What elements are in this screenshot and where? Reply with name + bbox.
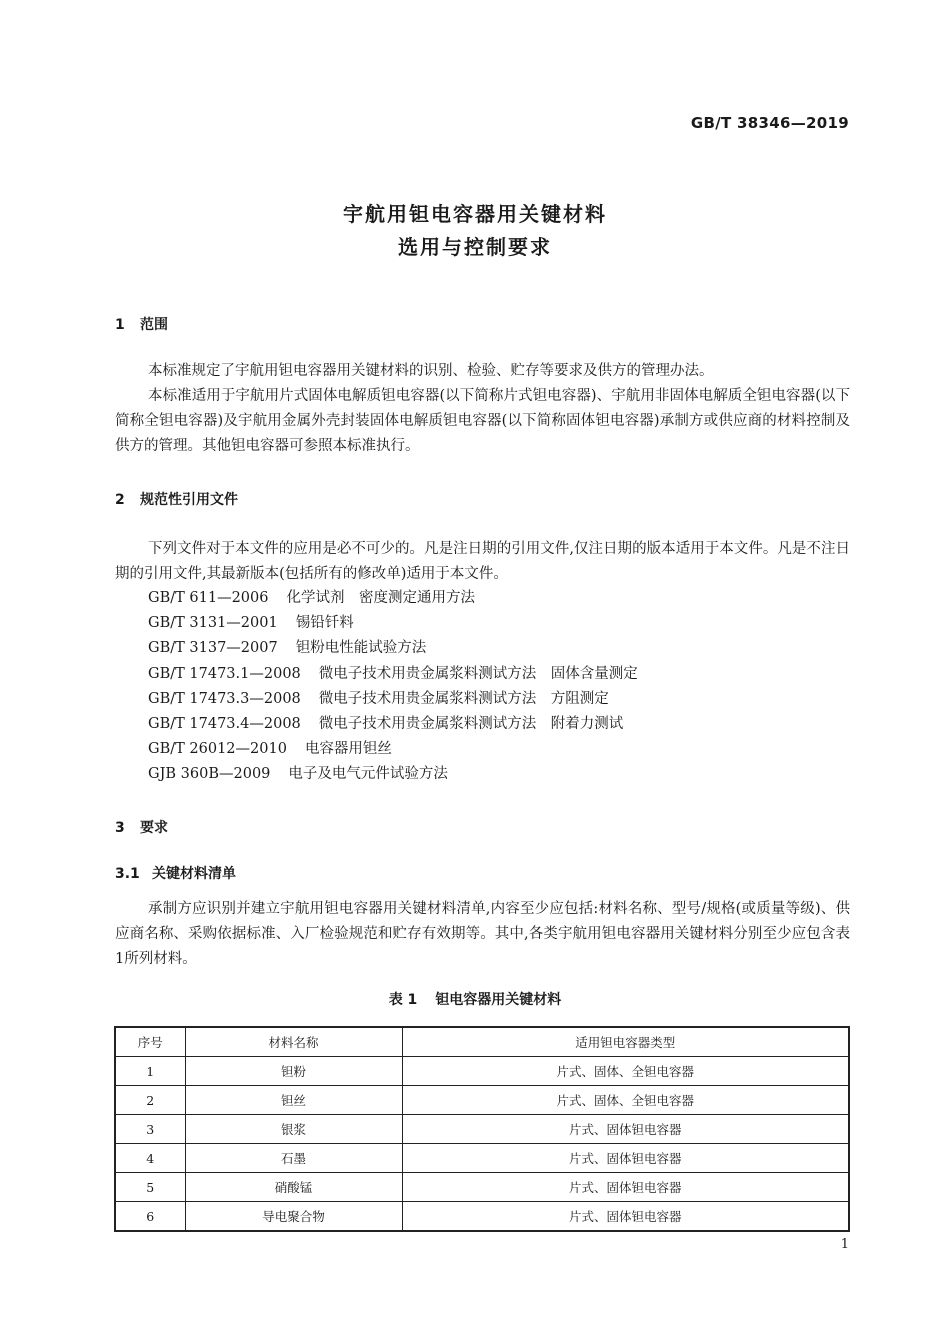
table-row (115, 1144, 849, 1173)
reference-item (148, 762, 638, 787)
reference-code: GB/T 3137—2007 (148, 640, 278, 657)
table-label: 表 1 (388, 992, 418, 1008)
reference-title: 微电子技术用贵金属浆料测试方法 固体含量测定 (318, 665, 638, 682)
table-cell: 2 (115, 1086, 185, 1115)
table-cell: 5 (115, 1173, 185, 1202)
table-cell: 石墨 (185, 1144, 402, 1173)
reference-title: 电子及电气元件试验方法 (288, 766, 448, 783)
table-cell: 片式、固体钽电容器 (402, 1144, 849, 1173)
table-cell: 片式、固体钽电容器 (402, 1115, 849, 1144)
reference-item (148, 636, 638, 661)
reference-title: 电容器用钽丝 (304, 741, 392, 758)
table-cell: 银浆 (185, 1115, 402, 1144)
column-header: 序号 (115, 1027, 185, 1057)
reference-item (148, 687, 638, 712)
table-cell: 3 (115, 1115, 185, 1144)
document-title-line1: 宇航用钽电容器用关键材料 (343, 202, 607, 226)
reference-title: 微电子技术用贵金属浆料测试方法 方阻测定 (318, 690, 609, 707)
table-cell: 钽丝 (185, 1086, 402, 1115)
table-row (115, 1115, 849, 1144)
table-title: 钽电容器用关键材料 (435, 992, 562, 1008)
table-cell: 导电聚合物 (185, 1202, 402, 1232)
section-3-1-body (115, 897, 850, 972)
section-1-body (115, 359, 850, 459)
reference-code: GB/T 17473.1—2008 (148, 665, 301, 682)
table-cell: 6 (115, 1202, 185, 1232)
table-cell: 片式、固体、全钽电容器 (402, 1086, 849, 1115)
standard-code: GB/T 38346—2019 (690, 114, 849, 132)
table-row (115, 1202, 849, 1232)
paragraph: 承制方应识别并建立宇航用钽电容器用关键材料清单,内容至少应包括:材料名称、型号/规格(或质量等级)、供应商名称、采购依据标准、入厂检验规范和贮存有效期等。其中,各类宇航用钽电容器用关键材料分别至少应包含表1所列材料。 (115, 901, 850, 967)
reference-list (148, 586, 638, 788)
reference-item (148, 662, 638, 687)
table-cell: 片式、固体钽电容器 (402, 1202, 849, 1232)
reference-code: GB/T 3131—2001 (148, 615, 278, 632)
section-number: 1 (115, 317, 125, 333)
table-cell: 片式、固体、全钽电容器 (402, 1057, 849, 1086)
reference-item (148, 586, 638, 611)
reference-title: 钽粉电性能试验方法 (295, 640, 427, 657)
section-title: 关键材料清单 (152, 866, 236, 882)
section-3-1-heading (115, 863, 236, 883)
reference-code: GB/T 26012—2010 (148, 741, 287, 758)
table-cell: 硝酸锰 (185, 1173, 402, 1202)
section-title: 要求 (140, 820, 168, 836)
section-number: 2 (115, 492, 125, 508)
table-caption (0, 989, 950, 1009)
page-number: 1 (840, 1237, 849, 1252)
reference-item (148, 611, 638, 636)
reference-code: GB/T 17473.4—2008 (148, 716, 301, 733)
document-title-line2: 选用与控制要求 (398, 235, 552, 259)
section-title: 范围 (140, 317, 168, 333)
section-2-intro (115, 537, 850, 587)
materials-table (114, 1026, 850, 1232)
paragraph: 本标准规定了宇航用钽电容器用关键材料的识别、检验、贮存等要求及供方的管理办法。 (148, 363, 714, 379)
section-1-heading (115, 314, 168, 334)
column-header: 适用钽电容器类型 (402, 1027, 849, 1057)
table-row (115, 1173, 849, 1202)
reference-item (148, 737, 638, 762)
paragraph: 本标准适用于宇航用片式固体电解质钽电容器(以下简称片式钽电容器)、宇航用非固体电解质全钽电容器(以下简称全钽电容器)及宇航用金属外壳封装固体电解质钽电容器(以下简称固体钽电容器)承制方或供应商的材料控制及供方的管理。其他钽电容器可参照本标准执行。 (115, 388, 850, 454)
reference-code: GJB 360B—2009 (148, 766, 271, 783)
section-3-heading (115, 817, 168, 837)
column-header: 材料名称 (185, 1027, 402, 1057)
reference-title: 化学试剂 密度测定通用方法 (286, 590, 475, 606)
table-cell: 钽粉 (185, 1057, 402, 1086)
reference-title: 锡铅钎料 (295, 615, 354, 632)
table-row (115, 1086, 849, 1115)
table-row (115, 1057, 849, 1086)
table-cell: 1 (115, 1057, 185, 1086)
section-title: 规范性引用文件 (140, 492, 238, 508)
section-number: 3 (115, 820, 125, 836)
table-header-row (115, 1027, 849, 1057)
paragraph: 下列文件对于本文件的应用是必不可少的。凡是注日期的引用文件,仅注日期的版本适用于本文件。凡是不注日期的引用文件,其最新版本(包括所有的修改单)适用于本文件。 (115, 541, 850, 582)
reference-item (148, 712, 638, 737)
reference-title: 微电子技术用贵金属浆料测试方法 附着力测试 (318, 716, 624, 733)
reference-code: GB/T 611—2006 (148, 590, 269, 606)
table-cell: 片式、固体钽电容器 (402, 1173, 849, 1202)
section-2-heading (115, 489, 238, 509)
section-number: 3.1 (115, 866, 140, 882)
table-cell: 4 (115, 1144, 185, 1173)
reference-code: GB/T 17473.3—2008 (148, 690, 301, 707)
